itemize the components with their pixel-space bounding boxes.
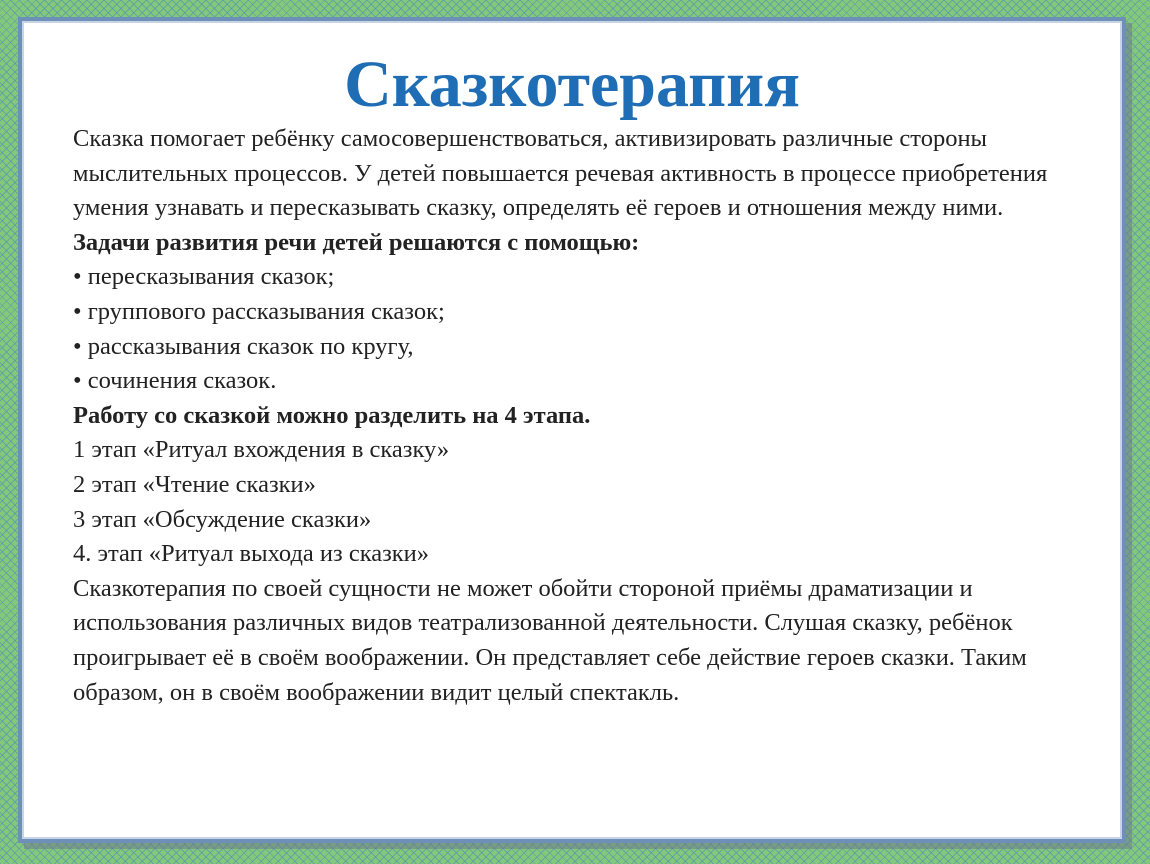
stage-item: 3 этап «Обсуждение сказки» <box>73 505 372 533</box>
task-item: • группового рассказывания сказок; <box>73 295 1113 330</box>
intro-paragraph: Сказка помогает ребёнку самосовершенствоваться, активизировать различные стороны мыслительных процессов. У детей повышается речевая активность в процессе приобретения умения узнавать и пересказывать сказку, определять её героев и отношения между ними. <box>73 125 1048 222</box>
task-item: • сочинения сказок. <box>73 364 1113 399</box>
tasks-heading: Задачи развития речи детей решаются с помощью: <box>73 228 640 256</box>
stage-item: 2 этап «Чтение сказки» <box>73 470 316 498</box>
task-item: • пересказывания сказок; <box>73 260 1113 295</box>
stage-item: 4. этап «Ритуал выхода из сказки» <box>73 540 430 568</box>
stage-item: 1 этап «Ритуал вхождения в сказку» <box>73 436 450 464</box>
stages-heading: Работу со сказкой можно разделить на 4 этапа. <box>73 401 591 429</box>
conclusion-paragraph: Сказкотерапия по своей сущности не может обойти стороной приёмы драматизации и использования различных видов театрализованной деятельности. Слушая сказку, ребёнок проигрывает её в своём воображении. Он представляет себе действие героев сказки. Таким образом, он в своём воображении видит целый спектакль. <box>73 574 1027 706</box>
slide-title: Сказкотерапия <box>344 48 800 121</box>
slide-content <box>73 122 1113 710</box>
slide-frame <box>18 17 1126 843</box>
task-item: • рассказывания сказок по кругу, <box>73 330 1113 365</box>
